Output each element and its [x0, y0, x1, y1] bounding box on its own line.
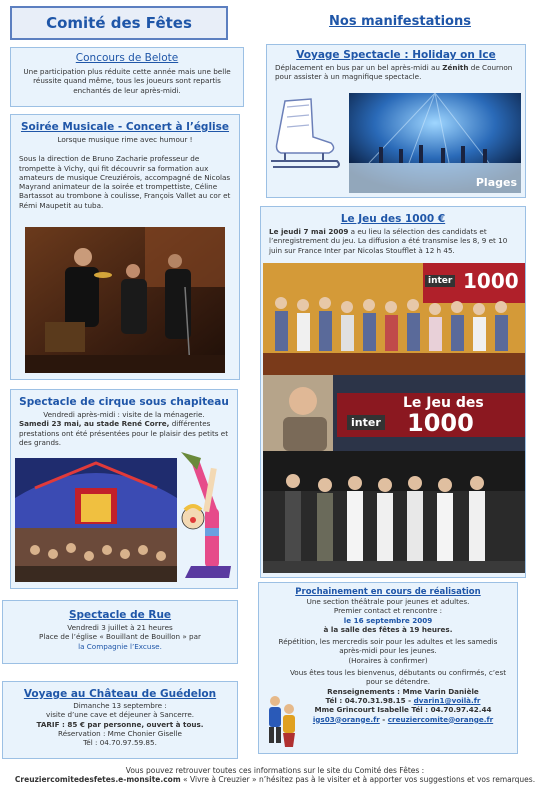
- prochainement-line6: (Horaires à confirmer): [348, 655, 428, 665]
- footer-site[interactable]: Creuziercomitedesfetes.e-monsite.com: [14, 775, 181, 785]
- rue-panel: [2, 600, 238, 664]
- jeu-banner-number: 1000: [407, 409, 474, 437]
- belote-title: Concours de Belote: [75, 52, 179, 64]
- prochainement-grincourt: Mme Grincourt Isabelle Tél : 04.70.97.42.44: [314, 705, 492, 715]
- theatre-kids-illustration: [263, 691, 297, 751]
- rue-line3: la Compagnie l’Excuse.: [78, 641, 162, 651]
- ice-show-photo: [349, 93, 521, 193]
- voyage-paragraph: [267, 61, 525, 82]
- rue-line2: Place de l’église « Bouillant de Bouillon » par: [39, 632, 201, 642]
- footer-line1: Vous pouvez retrouver toutes ces informations sur le site du Comité des Fêtes :: [125, 766, 425, 775]
- guedelon-line4: Réservation : Mme Chonier Giselle: [58, 728, 182, 738]
- prochainement-line2: Premier contact et rencontre :: [333, 606, 443, 616]
- rens-name: Mme Varin Danièle: [400, 686, 479, 696]
- email-dvarin[interactable]: dvarin1@voilà.fr: [413, 695, 481, 705]
- jeu-title: Le Jeu des 1000 €: [340, 213, 446, 225]
- belote-panel: [10, 47, 244, 107]
- footer-line2: [4, 775, 546, 784]
- soiree-text: Sous la direction de Bruno Zacharie professeur de trompette à Vichy, qui fit découvrir sa formation aux amateurs de musique Creuziérois, accompagné de Nicolas Mayrand animateur de la soirée et trompettiste, Céline Bartassot au trombone à coulisse, François Vallet au cor et Rémi Maupetit au tuba.: [19, 154, 231, 210]
- prochainement-panel: [258, 582, 518, 754]
- rue-line1: Vendredi 3 juillet à 21 heures: [67, 623, 173, 632]
- jeu-text-b: a eu lieu la sélection des candidats et l’enregistrement du jeu. La diffusion a été transmise les 8, 9 et 10 juin sur France Inter par Nicolas Stoufflet à 12 h 45.: [269, 227, 508, 255]
- ice-photo-caption: Plages: [475, 176, 517, 189]
- prochainement-line1: Une section théâtrale pour jeunes et adultes.: [306, 597, 470, 606]
- jeu-paragraph: [261, 225, 525, 255]
- guedelon-line2: visite d’une cave et déjeuner à Sancerre.: [45, 710, 195, 720]
- prochainement-renseignements: [259, 687, 517, 696]
- jeu-banner-brand: inter: [347, 415, 385, 430]
- voyage-title: Voyage Spectacle : Holiday on Ice: [296, 49, 496, 61]
- belote-text: Une participation plus réduite cette année mais une belle réussite quand même, tous les joueurs sont repartis enchantés de leur après-midi.: [23, 67, 231, 95]
- prochainement-line4: à la salle des fêtes à 19 heures.: [323, 624, 453, 634]
- email-creuziercomite[interactable]: creuziercomite@orange.fr: [387, 714, 494, 724]
- prochainement-line7: Vous êtes tous les bienvenus, débutants ou confirmés, c’est pour se détendre.: [289, 668, 507, 687]
- email-igs03[interactable]: igs03@orange.fr: [312, 714, 380, 724]
- prochainement-emails: [259, 715, 517, 724]
- footer: [4, 766, 546, 800]
- voyage-text-b: Zénith: [442, 63, 469, 72]
- jeu-photo-logo-1000: 1000: [463, 269, 519, 293]
- cirque-line2-bold: Samedi 23 mai, au stade René Corre,: [19, 419, 170, 429]
- soiree-title: Soirée Musicale - Concert à l’église: [20, 121, 230, 133]
- cirque-line2-rest: différentes prestations ont été présentées pour le plaisir des petits et des grands.: [19, 419, 229, 447]
- guedelon-line1: Dimanche 13 septembre :: [73, 701, 167, 710]
- circus-photo: [15, 458, 177, 582]
- cirque-paragraph: [11, 419, 237, 447]
- voyage-panel: [266, 44, 526, 198]
- guedelon-line3: TARIF : 85 € par personne, ouvert à tous.: [36, 719, 204, 729]
- jeu-photo-group: [263, 263, 525, 375]
- footer-line2-rest: « Vivre à Creuzier » n’hésitez pas à le visiter et à apporter vos suggestions et vos remarques.: [180, 775, 536, 785]
- rue-title: Spectacle de Rue: [68, 609, 172, 621]
- left-header: [10, 6, 228, 40]
- guedelon-panel: [2, 681, 238, 759]
- rens-tel1: Tél : 04.70.31.98.15 -: [325, 695, 414, 705]
- jeu-text-a: Le jeudi 7 mai 2009: [269, 227, 349, 236]
- guedelon-line5: Tél : 04.70.97.59.85.: [83, 738, 157, 748]
- right-header: [300, 14, 500, 34]
- jeu-banner-text: Le Jeu des: [403, 395, 484, 411]
- left-header-title: Comité des Fêtes: [46, 14, 192, 32]
- concert-photo: [25, 227, 225, 373]
- voyage-text-c: de Cournon pour assister à un magnifique spectacle.: [275, 63, 513, 82]
- skate-illustration: [267, 93, 345, 175]
- soiree-subtitle: Lorsque musique rime avec humour !: [57, 135, 193, 144]
- guedelon-title: Voyage au Château de Guédelon: [23, 688, 217, 700]
- soiree-panel: [10, 114, 240, 380]
- voyage-text-a: Déplacement en bus par un bel après-midi au: [275, 63, 443, 72]
- cirque-panel: [10, 389, 238, 589]
- jeu-photo-logo-inter: inter: [425, 275, 455, 287]
- clown-illustration: [171, 448, 237, 588]
- prochainement-line3: le 16 septembre 2009: [343, 615, 433, 625]
- email-sep: -: [379, 714, 388, 724]
- right-header-title: Nos manifestations: [329, 14, 471, 29]
- jeu-panel: [260, 206, 526, 578]
- jeu-photo-team: [263, 451, 525, 573]
- cirque-line1: Vendredi après-midi : visite de la ménagerie.: [43, 410, 205, 419]
- jeu-photo-portrait: [263, 375, 525, 451]
- prochainement-line5: Répétition, les mercredis soir pour les adultes et les samedis après-midi pour les jeunes.: [278, 637, 498, 656]
- cirque-title: Spectacle de cirque sous chapiteau: [19, 396, 229, 408]
- prochainement-title: Prochainement en cours de réalisation: [295, 587, 481, 597]
- rens-label: Renseignements :: [327, 686, 401, 696]
- prochainement-tel1-line: [259, 696, 517, 705]
